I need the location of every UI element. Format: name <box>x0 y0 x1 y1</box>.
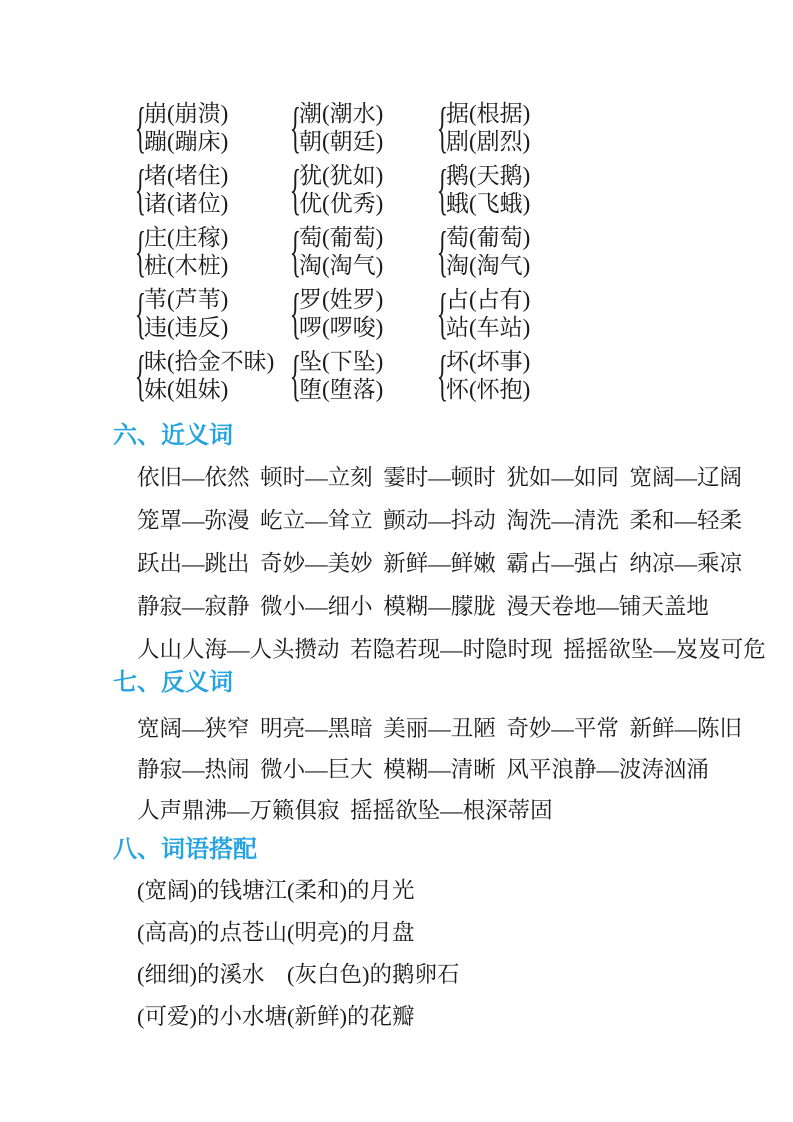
collocation-right: (灰白色)的鹅卵石 <box>287 962 460 987</box>
char-pair-top: 罗(姓罗) <box>299 287 384 312</box>
brace-icon: { <box>436 97 449 159</box>
char-pair-top: 崩(崩溃) <box>144 101 229 126</box>
brace-icon: { <box>289 221 302 283</box>
brace-icon: { <box>289 159 302 221</box>
char-pair-bottom: 淘(淘气) <box>446 253 531 278</box>
char-pair-group <box>433 345 731 407</box>
char-pair-group <box>131 283 286 345</box>
char-pair-group <box>286 221 433 283</box>
synonym-line: 静寂—寂静 微小—细小 模糊—朦胧 漫天卷地—铺天盖地 <box>137 594 709 619</box>
char-pair-top: 堵(堵住) <box>144 163 229 188</box>
brace-icon: { <box>134 221 147 283</box>
char-pair-top: 占(占有) <box>446 287 531 312</box>
antonym-line: 静寂—热闹 微小—巨大 模糊—清晰 风平浪静—波涛汹涌 <box>137 757 709 782</box>
collocation-right: (柔和)的月光 <box>287 878 415 903</box>
section-heading-collocations: 八、词语搭配 <box>113 836 257 863</box>
char-pair-bottom: 朝(朝廷) <box>299 129 384 154</box>
char-pair-top: 坏(坏事) <box>446 349 531 374</box>
brace-icon: { <box>134 97 147 159</box>
char-pair-bottom: 蹦(蹦床) <box>144 129 229 154</box>
char-pair-top: 犹(犹如) <box>299 163 384 188</box>
char-pair-top: 坠(下坠) <box>299 349 384 374</box>
antonym-line: 人声鼎沸—万籁俱寂 摇摇欲坠—根深蒂固 <box>137 798 553 823</box>
char-pair-bottom: 堕(堕落) <box>299 377 384 402</box>
char-pair-bottom: 桩(木桩) <box>144 253 229 278</box>
collocation-right: (明亮)的月盘 <box>287 920 415 945</box>
collocation-left: (细细)的溪水 <box>137 962 265 987</box>
char-pair-group <box>286 159 433 221</box>
brace-icon: { <box>289 97 302 159</box>
char-pair-top: 据(根据) <box>446 101 531 126</box>
char-pair-bottom: 优(优秀) <box>299 191 384 216</box>
char-pair-bottom: 蛾(飞蛾) <box>446 191 531 216</box>
char-pair-top: 萄(葡萄) <box>299 225 384 250</box>
char-pair-group <box>286 97 433 159</box>
char-pair-group <box>131 345 286 407</box>
confusable-characters-section <box>131 97 731 407</box>
char-pair-bottom: 妹(姐妹) <box>144 377 229 402</box>
char-pair-group <box>433 97 731 159</box>
char-pair-top: 庄(庄稼) <box>144 225 229 250</box>
char-pair-bottom: 剧(剧烈) <box>446 129 531 154</box>
collocation-left: (高高)的点苍山 <box>137 920 287 945</box>
section-heading-antonyms: 七、反义词 <box>113 669 233 696</box>
synonym-line: 人山人海—人头攒动 若隐若现—时隐时现 摇摇欲坠—岌岌可危 <box>137 637 766 662</box>
antonyms-section <box>137 708 742 831</box>
char-pair-bottom: 违(违反) <box>144 315 229 340</box>
char-pair-group <box>433 283 731 345</box>
char-pair-top: 鹅(天鹅) <box>446 163 531 188</box>
char-pair-bottom: 站(车站) <box>446 315 531 340</box>
char-pair-group <box>286 283 433 345</box>
char-pair-group <box>433 221 731 283</box>
collocations-section <box>137 870 460 1038</box>
brace-icon: { <box>134 345 147 407</box>
char-pair-group <box>131 159 286 221</box>
char-pair-top: 苇(芦苇) <box>144 287 229 312</box>
section-heading-synonyms: 六、近义词 <box>113 422 233 449</box>
brace-icon: { <box>289 345 302 407</box>
char-pair-bottom: 诸(诸位) <box>144 191 229 216</box>
collocation-right: (新鲜)的花瓣 <box>287 1004 415 1029</box>
synonym-line: 依旧—依然 顿时—立刻 霎时—顿时 犹如—如同 宽阔—辽阔 <box>137 465 743 490</box>
char-pair-bottom: 淘(淘气) <box>299 253 384 278</box>
char-pair-group <box>433 159 731 221</box>
brace-icon: { <box>436 283 449 345</box>
brace-icon: { <box>134 159 147 221</box>
char-pair-group <box>131 97 286 159</box>
collocation-left: (可爱)的小水塘 <box>137 1004 287 1029</box>
char-pair-top: 萄(葡萄) <box>446 225 531 250</box>
char-pair-bottom: 怀(怀抱) <box>446 377 531 402</box>
char-pair-top: 潮(潮水) <box>299 101 384 126</box>
synonyms-section <box>137 456 766 671</box>
char-pair-top: 昧(拾金不昧) <box>144 349 275 374</box>
brace-icon: { <box>436 221 449 283</box>
brace-icon: { <box>289 283 302 345</box>
char-pair-group <box>131 221 286 283</box>
collocation-left: (宽阔)的钱塘江 <box>137 878 287 903</box>
synonym-line: 跃出—跳出 奇妙—美妙 新鲜—鲜嫩 霸占—强占 纳凉—乘凉 <box>137 551 743 576</box>
brace-icon: { <box>134 283 147 345</box>
antonym-line: 宽阔—狭窄 明亮—黑暗 美丽—丑陋 奇妙—平常 新鲜—陈旧 <box>137 716 743 741</box>
synonym-line: 笼罩—弥漫 屹立—耸立 颤动—抖动 淘洗—清洗 柔和—轻柔 <box>137 508 743 533</box>
char-pair-bottom: 啰(啰唆) <box>299 315 384 340</box>
char-pair-group <box>286 345 433 407</box>
brace-icon: { <box>436 345 449 407</box>
brace-icon: { <box>436 159 449 221</box>
